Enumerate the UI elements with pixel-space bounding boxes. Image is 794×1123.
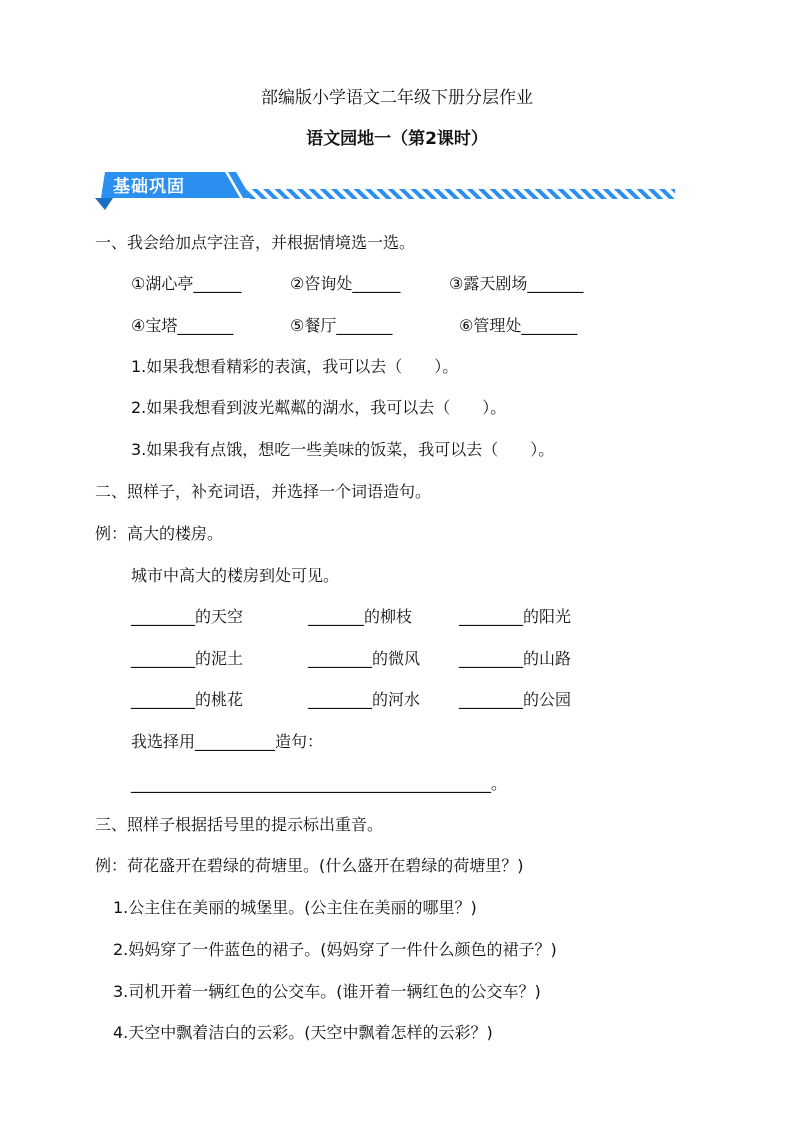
banner-stripes: [245, 189, 675, 199]
q2-word-6: ________的山路: [459, 649, 572, 668]
q2-heading: 二、照样子，补充词语，并选择一个词语造句。: [95, 482, 432, 501]
q2-example: 例：高大的楼房。: [95, 524, 224, 543]
q1-item-1: 1.如果我想看精彩的表演，我可以去（ ）。: [131, 357, 459, 376]
q3-item-3: 3.司机开着一辆红色的公交车。(谁开着一辆红色的公交车？): [113, 982, 541, 1001]
q1-place-3: ③露天剧场_______: [449, 274, 584, 293]
q3-example: 例：荷花盛开在碧绿的荷塘里。(什么盛开在碧绿的荷塘里？): [95, 856, 524, 875]
q1-item-2: 2.如果我想看到波光粼粼的湖水，我可以去（ ）。: [131, 398, 507, 417]
q1-place-5: ⑤餐厅_______: [290, 316, 393, 335]
section-label: 基础巩固: [113, 177, 185, 197]
q2-word-5: ________的微风: [308, 649, 421, 668]
q2-word-3: ________的阳光: [459, 607, 572, 626]
banner-fold: [95, 198, 113, 210]
q2-word-7: ________的桃花: [131, 690, 244, 709]
q2-word-9: ________的公园: [459, 690, 572, 709]
q1-place-6: ⑥管理处_______: [459, 316, 578, 335]
q2-word-8: ________的河水: [308, 690, 421, 709]
q3-heading: 三、照样子根据括号里的提示标出重音。: [95, 815, 384, 834]
lesson-subtitle: 语文园地一（第2课时）: [306, 129, 488, 149]
q3-item-1: 1.公主住在美丽的城堡里。(公主住在美丽的哪里？): [113, 898, 477, 917]
q2-choose-prompt: 我选择用__________造句：: [131, 732, 324, 751]
document-title: 部编版小学语文二年级下册分层作业: [261, 88, 533, 108]
q1-place-4: ④宝塔_______: [131, 316, 234, 335]
q3-item-4: 4.天空中飘着洁白的云彩。(天空中飘着怎样的云彩？): [113, 1023, 493, 1042]
q2-example-sentence: 城市中高大的楼房到处可见。: [131, 566, 340, 585]
q2-answer-line: _____________________________________________。: [131, 774, 508, 793]
q2-word-1: ________的天空: [131, 607, 244, 626]
q1-heading: 一、我会给加点字注音，并根据情境选一选。: [95, 233, 416, 252]
q2-word-2: _______的柳枝: [308, 607, 413, 626]
q1-place-2: ②咨询处______: [290, 274, 401, 293]
q3-item-2: 2.妈妈穿了一件蓝色的裙子。(妈妈穿了一件什么颜色的裙子？): [113, 940, 557, 959]
q1-place-1: ①湖心亭______: [131, 274, 242, 293]
q2-word-4: ________的泥土: [131, 649, 244, 668]
q1-item-3: 3.如果我有点饿，想吃一些美味的饭菜，我可以去（ ）。: [131, 440, 555, 459]
